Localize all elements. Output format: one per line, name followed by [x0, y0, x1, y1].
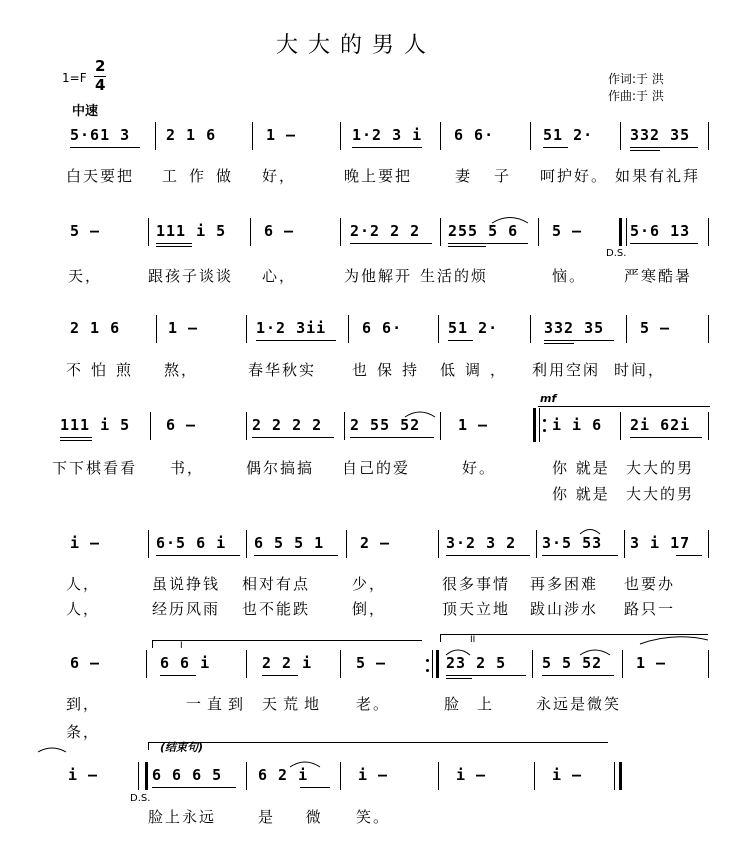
slur [405, 412, 435, 417]
lyric: 虽说挣钱 [152, 575, 221, 593]
measure-notes: 332 35 [544, 319, 605, 337]
lyric-verse2: 路只一 [624, 600, 676, 618]
lyric: 偶尔搞搞 [246, 459, 315, 477]
measure-notes: 2 – [360, 534, 391, 552]
measure-notes: 5 – [640, 319, 671, 337]
lyric: 脸上永远 [148, 808, 217, 826]
measure-notes: 1 – [458, 416, 489, 434]
lyric: 也要办 [624, 575, 676, 593]
lyric: 也保持 [352, 361, 428, 379]
lyric: 再多困难 [530, 575, 599, 593]
lyric: 笑。 [356, 808, 391, 826]
lyric: 是 微 [258, 808, 335, 826]
lyric: 生活的烦 [420, 267, 489, 285]
measure-notes: 111 i 5 [156, 222, 227, 240]
measure-notes: 2 1 6 [70, 319, 121, 337]
measure-notes: 6 – [166, 416, 197, 434]
lyric: 大大的男 [626, 459, 695, 477]
lyric: 天， [68, 267, 103, 285]
lyric: 人， [66, 575, 101, 593]
ds-marking: D.S. [130, 793, 151, 804]
lyric-verse2: 跋山涉水 [530, 600, 599, 618]
slur [492, 218, 528, 224]
measure-notes: 2 2 i [262, 654, 313, 672]
measure-notes: 6 5 5 1 [254, 534, 325, 552]
lyric-verse2: 人， [66, 600, 101, 618]
lyric: 心， [262, 267, 297, 285]
lyric: 如果有礼拜 [615, 167, 701, 185]
tempo-marking: 中速 [72, 104, 99, 119]
measure-notes: i – [552, 766, 583, 784]
measure-notes: 3·5 53 [542, 534, 603, 552]
lyric: 到， [66, 695, 101, 713]
measure-notes: 5 – [356, 654, 387, 672]
measure-notes: 5 – [552, 222, 583, 240]
ending-label: (结束句) [160, 741, 204, 754]
measure-notes: 23 2 5 [446, 654, 507, 672]
measure-notes: 255 5 6 [448, 222, 519, 240]
lyric: 工作做 [162, 167, 244, 185]
lyric: 脸上 [444, 695, 511, 713]
measure-notes: 6·5 6 i [156, 534, 227, 552]
lyric: 老。 [356, 695, 391, 713]
lyric-verse2: 大大的男 [626, 485, 695, 503]
measure-notes: 3 i 17 [630, 534, 691, 552]
measure-notes: 332 35 [630, 126, 691, 144]
lyric-verse2: 倒， [352, 600, 387, 618]
lyric: 相对有点 [242, 575, 311, 593]
measure-notes: 6 – [70, 654, 101, 672]
lyric: 下下棋看看 [52, 459, 138, 477]
measure-notes: 6 – [264, 222, 295, 240]
lyric: 永远是微笑 [536, 695, 622, 713]
lyric-verse2: 条， [66, 723, 101, 741]
lyric: 很多事情 [442, 575, 511, 593]
lyric: 时间， [614, 361, 666, 379]
volta-1-label: I [180, 641, 183, 651]
lyric: 低调， [440, 361, 516, 379]
tie [38, 748, 66, 752]
slur [580, 530, 600, 535]
song-title: 大大的男人 [276, 33, 437, 58]
lyric: 春华秋实 [248, 361, 317, 379]
measure-notes: i i 6 [552, 416, 603, 434]
lyric: 呵护好。 [540, 167, 609, 185]
lyric: 跟孩子谈谈 [148, 267, 234, 285]
measure-notes: 6 6· [362, 319, 403, 337]
lyric: 妻子 [455, 167, 534, 185]
lyric: 自己的爱 [342, 459, 411, 477]
lyric: 恼。 [552, 267, 587, 285]
tie [640, 637, 708, 644]
measure-notes: 1·2 3ii [256, 319, 327, 337]
measure-notes: 6 6· [454, 126, 495, 144]
lyric: 利用空闲 [532, 361, 601, 379]
lyric: 好， [262, 167, 297, 185]
lyric: 你 就是 [552, 459, 610, 477]
measure-notes: 51 2· [543, 126, 594, 144]
measure-notes: 2 55 52 [350, 416, 421, 434]
composer-credit: 作曲:于 洪 [608, 89, 664, 103]
measure-notes: 6 6 i [160, 654, 211, 672]
lyric-verse2: 也不能跌 [242, 600, 311, 618]
lyric: 晚上要把 [344, 167, 413, 185]
slur [446, 650, 470, 655]
measure-notes: 5·6 13 [630, 222, 691, 240]
measure-notes: i – [456, 766, 487, 784]
lyric: 好。 [462, 459, 497, 477]
measure-notes: 1 – [168, 319, 199, 337]
dynamic-marking: mf [540, 392, 557, 405]
lyric: 书， [170, 459, 205, 477]
measure-notes: 5 – [70, 222, 101, 240]
measure-notes: i – [68, 766, 99, 784]
measure-notes: 1 – [266, 126, 297, 144]
time-signature-top: 2 [95, 57, 106, 75]
lyricist-credit: 作词:于 洪 [608, 72, 664, 86]
volta-2-label: II [470, 635, 476, 645]
measure-notes: 2i 62i [630, 416, 691, 434]
lyric-verse2: 你 就是 [552, 485, 610, 503]
measure-notes: 1 – [636, 654, 667, 672]
lyric: 少， [352, 575, 387, 593]
lyric: 为他解开 [344, 267, 413, 285]
ds-marking: D.S. [606, 248, 627, 259]
measure-notes: i – [358, 766, 389, 784]
lyric: 熬， [164, 361, 199, 379]
lyric: 白天要把 [66, 167, 135, 185]
lyric-verse2: 经历风雨 [152, 600, 221, 618]
measure-notes: 2·2 2 2 [350, 222, 421, 240]
lyric: 天荒地 [262, 695, 326, 713]
measure-notes: 2 1 6 [166, 126, 217, 144]
measure-notes: i – [70, 534, 101, 552]
lyric: 严寒酷暑 [624, 267, 693, 285]
slur [290, 762, 320, 767]
lyric: 一直到 [186, 695, 250, 713]
measure-notes: 3·2 3 2 [446, 534, 517, 552]
measure-notes: 111 i 5 [60, 416, 131, 434]
time-signature-bottom: 4 [95, 76, 106, 94]
lyric-verse2: 顶天立地 [442, 600, 511, 618]
measure-notes: 2 2 2 2 [252, 416, 323, 434]
slur [580, 650, 610, 655]
measure-notes: 6 2 i [258, 766, 309, 784]
measure-notes: 51 2· [448, 319, 499, 337]
lyric: 不怕煎 [66, 361, 142, 379]
measure-notes: 5·61 3 [70, 126, 131, 144]
measure-notes: 1·2 3 i [352, 126, 423, 144]
measure-notes: 6 6 6 5 [152, 766, 223, 784]
key-signature: 1=F [62, 71, 87, 85]
measure-notes: 5 5 52 [542, 654, 603, 672]
